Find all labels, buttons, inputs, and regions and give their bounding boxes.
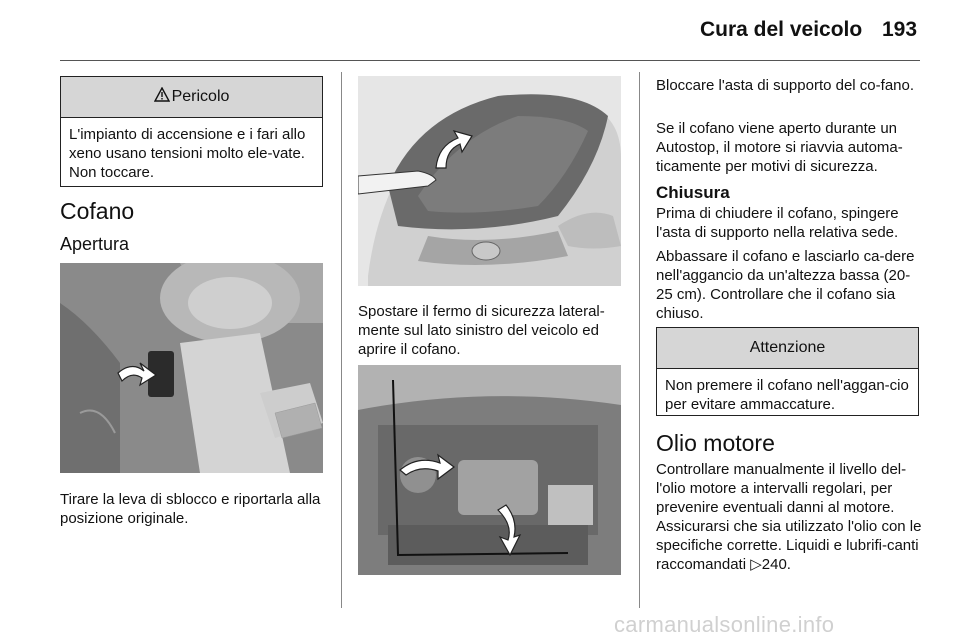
warning-triangle-icon (154, 87, 170, 107)
para-lock-support-rod: Bloccare l'asta di supporto del co-fano. (656, 77, 915, 94)
watermark: carmanualsonline.info (614, 612, 835, 637)
danger-box (60, 76, 323, 187)
page-reference-icon: ▷ (750, 556, 762, 573)
para-autostop: Se il cofano viene aperto durante un Autostop, il motore si riavvia automa-ticamente per motivi di sicurezza. (656, 120, 903, 175)
para-push-rod: Prima di chiudere il cofano, spingere l'asta di supporto nella relativa sede. (656, 205, 899, 241)
engine-bay-illustration (358, 365, 621, 575)
caption-hood-release: Spostare il fermo di sicurezza lateral-mente sul lato sinistro del veicolo ed aprire il cofano. (358, 303, 605, 358)
header-rule (60, 60, 920, 61)
column-divider-1 (341, 72, 342, 608)
page-number: 193 (882, 18, 918, 41)
running-header-title: Cura del veicolo (700, 18, 863, 41)
danger-box-header (61, 77, 322, 118)
danger-box-text: L'impianto di accensione e i fari allo xeno usano tensioni molto ele-vate. Non toccare. (69, 126, 306, 181)
notice-box-text: Non premere il cofano nell'aggan-cio per evitare ammaccature. (665, 377, 909, 413)
notice-box-header: Attenzione (657, 328, 918, 369)
engine-oil-text: Controllare manualmente il livello del-l'olio motore a intervalli regolari, per prevenire eventuali danni al motore. Assicurarsi che sia utilizzato l'olio con le specifiche corrette. Liquidi e lubrifi-canti raccomandati (656, 461, 922, 573)
section-title-olio-motore: Olio motore (656, 430, 775, 456)
subsection-title-apertura: Apertura (60, 234, 130, 254)
page-reference-link[interactable]: 240. (761, 556, 791, 573)
para-engine-oil (656, 460, 926, 574)
section-title-chiusura: Chiusura (656, 183, 730, 202)
caption-release-lever: Tirare la leva di sblocco e riportarla alla posizione originale. (60, 491, 321, 527)
column-divider-2 (639, 72, 640, 608)
danger-box-title: Pericolo (171, 88, 230, 105)
release-lever-illustration (60, 263, 323, 473)
notice-box (656, 327, 919, 416)
para-lower-hood: Abbassare il cofano e lasciarlo ca-dere nell'aggancio da un'altezza bassa (20-25 cm). Controllare che il cofano sia chiuso. (656, 248, 915, 322)
section-title-cofano: Cofano (60, 198, 135, 224)
hood-release-illustration (358, 76, 621, 286)
